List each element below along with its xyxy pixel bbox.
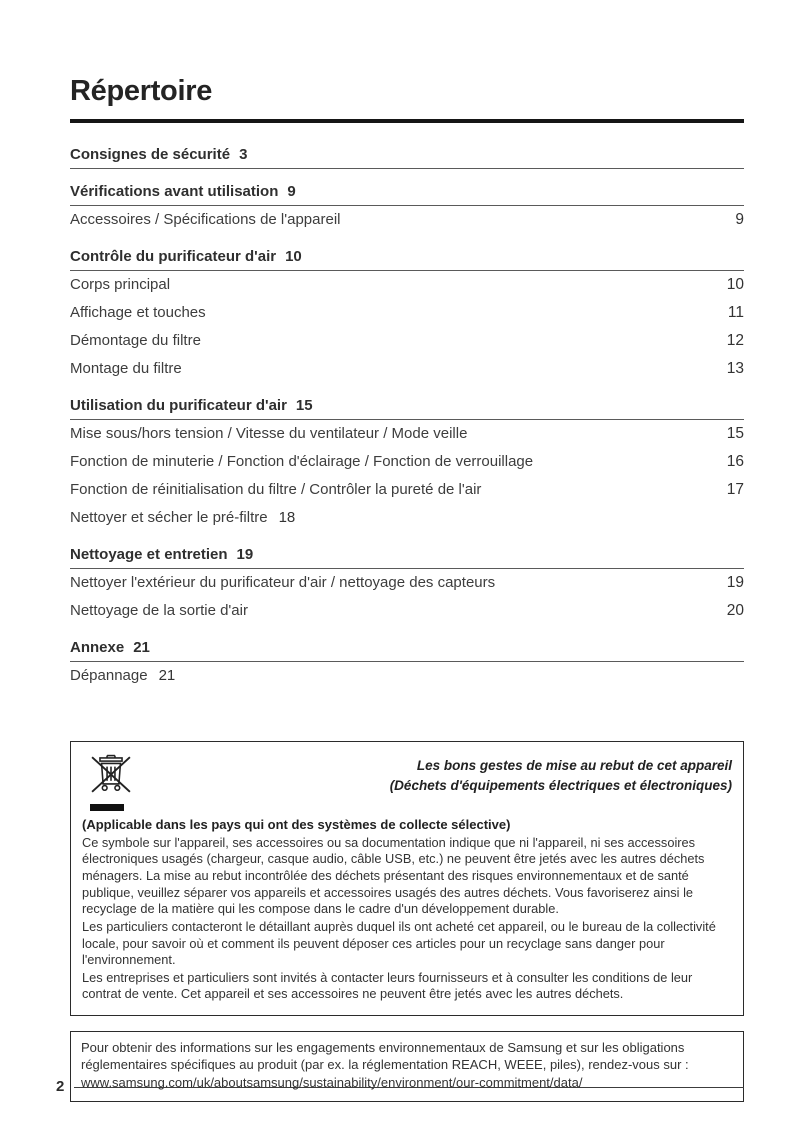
toc-item-nettoyer-exterieur[interactable] <box>70 569 744 597</box>
toc-heading-annexe[interactable] <box>70 637 744 661</box>
toc-item-page: 11 <box>727 304 744 322</box>
toc-heading-label: Consignes de sécurité <box>70 145 231 163</box>
weee-notice-box <box>70 741 744 1016</box>
toc-heading-label: Annexe <box>70 638 125 656</box>
toc-item-label: Accessoires / Spécifications de l'appareil <box>70 211 341 229</box>
toc-heading-page: 10 <box>285 247 302 265</box>
toc-item-label: Fonction de minuterie / Fonction d'éclairage / Fonction de verrouillage <box>70 453 534 471</box>
toc-item-depannage[interactable] <box>70 662 744 690</box>
toc-item-label: Mise sous/hors tension / Vitesse du ventilateur / Mode veille <box>70 425 468 443</box>
toc-item-label: Nettoyer l'extérieur du purificateur d'air / nettoyage des capteurs <box>70 574 496 592</box>
toc-heading-utilisation[interactable] <box>70 395 744 419</box>
toc-item-accessoires[interactable] <box>70 206 744 234</box>
toc-item-page: 10 <box>726 276 744 294</box>
toc-item-label: Nettoyage de la sortie d'air <box>70 602 248 620</box>
toc-section-utilisation <box>70 395 744 532</box>
toc-item-label: Montage du filtre <box>70 360 182 378</box>
toc-item-page: 18 <box>278 509 296 527</box>
toc-item-corps-principal[interactable] <box>70 271 744 299</box>
toc-heading-consignes[interactable] <box>70 144 744 168</box>
weee-paragraph-3: Les entreprises et particuliers sont invités à contacter leurs fournisseurs et à consulter les conditions de leur contrat de vente. Cet appareil et ses accessoires ne peuvent être jetés avec les autres déchets. <box>82 969 693 1002</box>
section-rule <box>70 168 744 169</box>
weee-heading <box>390 752 732 811</box>
toc-item-label: Corps principal <box>70 276 171 294</box>
toc-heading-verifications[interactable] <box>70 181 744 205</box>
toc-heading-label: Nettoyage et entretien <box>70 545 228 563</box>
weee-paragraph-2: Les particuliers contacteront le détaillant auprès duquel ils ont acheté cet appareil, ou le bureau de la collectivité locale, pour savoir où et comment ils peuvent déposer ces articles pour un recyclage sans danger pour l'environnement. <box>82 918 716 968</box>
table-of-contents <box>70 144 744 690</box>
environment-info-url[interactable]: www.samsung.com/uk/aboutsamsung/sustainability/environment/our-commitment/data/ <box>81 1074 583 1090</box>
toc-item-label: Affichage et touches <box>70 304 206 322</box>
toc-heading-page: 15 <box>295 396 313 414</box>
toc-item-label: Nettoyer et sécher le pré-filtre <box>70 509 268 527</box>
toc-item-page: 12 <box>726 332 744 350</box>
toc-item-reinitialisation[interactable] <box>70 476 744 504</box>
toc-heading-page: 21 <box>133 638 150 656</box>
toc-item-label: Dépannage <box>70 667 148 685</box>
weee-crossed-out-bin-icon <box>82 752 142 811</box>
toc-item-page: 19 <box>726 574 744 592</box>
toc-item-label: Fonction de réinitialisation du filtre / Contrôler la pureté de l'air <box>70 481 482 499</box>
toc-item-label: Démontage du filtre <box>70 332 201 350</box>
toc-heading-controle[interactable] <box>70 246 744 270</box>
toc-section-nettoyage <box>70 544 744 625</box>
toc-item-page: 21 <box>158 667 176 685</box>
toc-heading-label: Utilisation du purificateur d'air <box>70 396 287 414</box>
footer-rule <box>74 1087 744 1088</box>
toc-heading-page: 19 <box>236 545 254 563</box>
page-footer <box>56 1078 744 1095</box>
toc-item-demontage-filtre[interactable] <box>70 327 744 355</box>
page-title: Répertoire <box>70 75 213 107</box>
toc-item-page: 20 <box>726 602 744 620</box>
toc-item-page: 17 <box>726 481 744 499</box>
weee-paragraph-1: Ce symbole sur l'appareil, ses accessoires ou sa documentation indique que ni l'appareil, ni ses accessoires électroniques usagés (chargeur, casque audio, câble USB, etc.) ne peuvent être jetés avec les autres déchets ménagers. La mise au rebut incontrôlée des déchets présentant des risques environnementaux et de santé publique, veuillez séparer vos appareils et accessoires usagés des autres déchets. Vous favoriserez ainsi le recyclage de la matière qui les compose dans le cadre d'un développement durable. <box>82 834 705 917</box>
weee-heading-line2: (Déchets d'équipements électriques et électroniques) <box>389 778 732 794</box>
toc-item-prefiltre[interactable] <box>70 504 744 532</box>
toc-item-montage-filtre[interactable] <box>70 355 744 383</box>
weee-heading-line1: Les bons gestes de mise au rebut de cet appareil <box>416 757 732 773</box>
title-rule <box>70 119 744 123</box>
toc-heading-page: 3 <box>239 145 248 163</box>
toc-heading-label: Contrôle du purificateur d'air <box>70 247 277 265</box>
toc-item-affichage[interactable] <box>70 299 744 327</box>
toc-item-minuterie[interactable] <box>70 448 744 476</box>
toc-item-page: 9 <box>735 211 744 229</box>
toc-heading-page: 9 <box>287 182 296 200</box>
toc-item-page: 16 <box>726 453 744 471</box>
footer-page-number: 2 <box>56 1078 65 1095</box>
weee-date-bar <box>90 804 124 811</box>
toc-section-verifications <box>70 181 744 234</box>
toc-heading-label: Vérifications avant utilisation <box>70 182 279 200</box>
toc-section-consignes <box>70 144 744 169</box>
toc-item-page: 13 <box>726 360 744 378</box>
environment-info-text: Pour obtenir des informations sur les engagements environnementaux de Samsung et sur les obligations réglementaires spécifiques au produit (par ex. la réglementation REACH, WEEE, piles), rendez-vous sur : <box>81 1040 689 1072</box>
toc-item-mise-sous-tension[interactable] <box>70 420 744 448</box>
toc-section-annexe <box>70 637 744 690</box>
weee-applicable-line: (Applicable dans les pays qui ont des systèmes de collecte sélective) <box>82 816 511 832</box>
toc-heading-nettoyage[interactable] <box>70 544 744 568</box>
toc-section-controle <box>70 246 744 383</box>
toc-item-sortie-air[interactable] <box>70 597 744 625</box>
toc-item-page: 15 <box>726 425 744 443</box>
